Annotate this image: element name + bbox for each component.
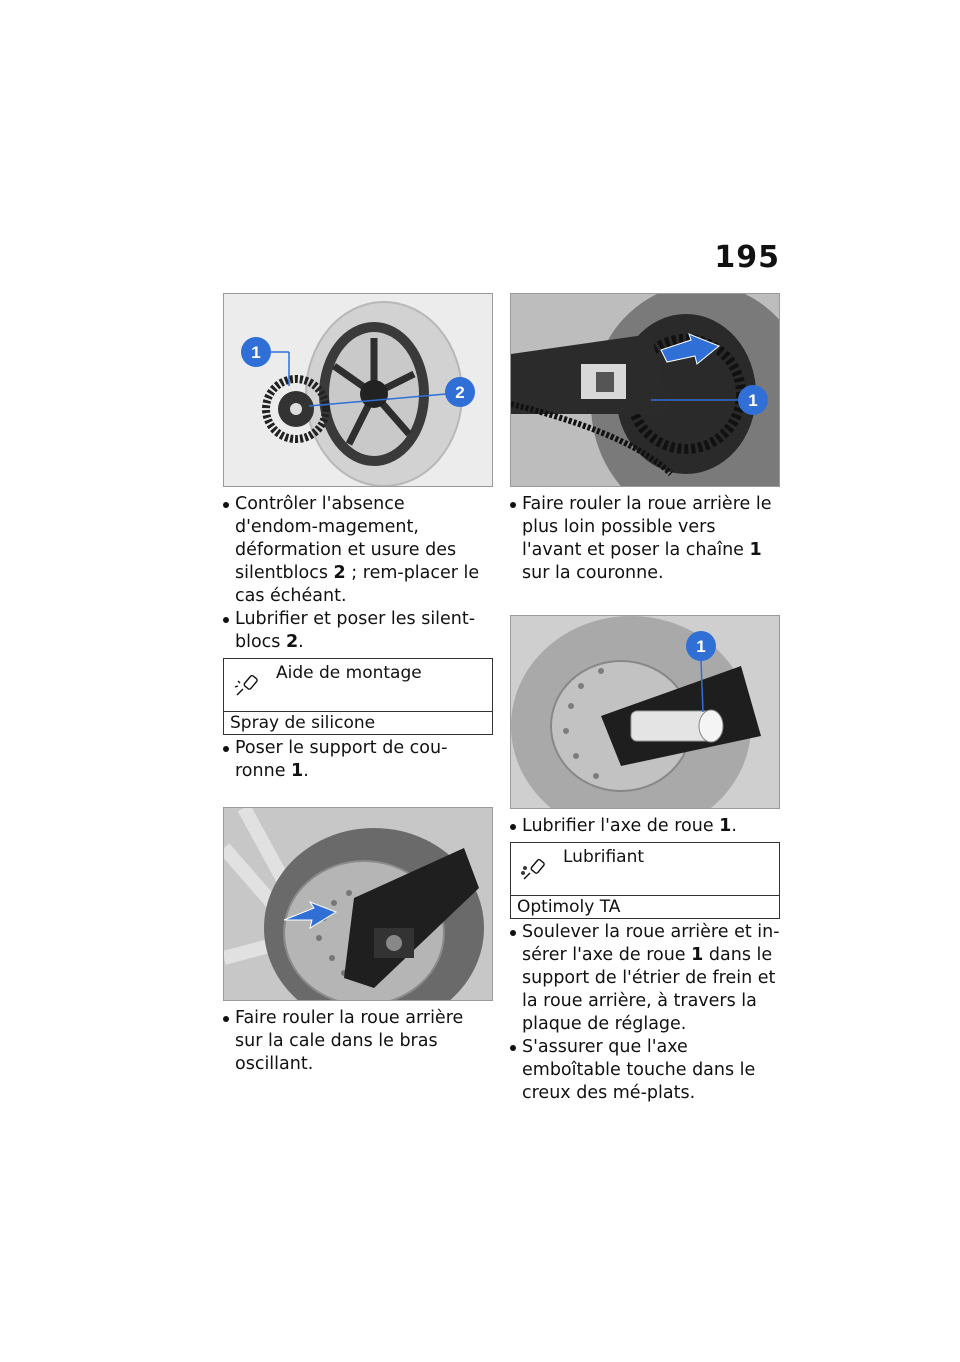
bullet [223, 502, 229, 508]
bullet [510, 930, 516, 936]
bullet [223, 746, 229, 752]
assembly-aid-icon [234, 671, 262, 699]
bullet [223, 617, 229, 623]
callout-1-label: 1 [696, 637, 706, 656]
steps-list-a [223, 493, 493, 654]
figure-wheel-swingarm [223, 807, 493, 1001]
bullet [510, 824, 516, 830]
note-title: Aide de montage [276, 663, 422, 683]
list-item: Faire rouler la roue arrière le plus loin possible vers l'avant et poser la chaîne 1 sur la couronne. [510, 493, 780, 585]
bullet [223, 1016, 229, 1022]
figure-wheel-sprocket-illustration [224, 294, 492, 486]
note-title: Lubrifiant [563, 847, 645, 867]
list-item: Faire rouler la roue arrière sur la cale dans le bras oscillant. [223, 1007, 493, 1076]
figure-wheel-axle [510, 615, 780, 809]
page-number: 195 [714, 240, 780, 275]
list-item: Poser le support de cou-ronne 1. [223, 737, 493, 783]
bullet [510, 1045, 516, 1051]
steps-list-a [510, 493, 780, 585]
right-column [510, 293, 780, 1105]
list-item: Soulever la roue arrière et in-sérer l'axe de roue 1 dans le support de l'étrier de frein et la roue arrière, à travers la plaque de réglage. [510, 921, 780, 1036]
figure-chain-sprocket-illustration [511, 294, 779, 486]
callout-1-label: 1 [251, 343, 261, 362]
steps-list-b [510, 815, 780, 838]
list-item: Lubrifier et poser les silent-blocs 2. [223, 608, 493, 654]
callout-1-label: 1 [748, 391, 758, 410]
list-item: S'assurer que l'axe emboîtable touche dans le creux des mé-plats. [510, 1036, 780, 1105]
assembly-aid-note [223, 658, 493, 735]
list-item: Lubrifier l'axe de roue 1. [510, 815, 780, 838]
figure-wheel-axle-illustration [511, 616, 779, 808]
steps-list-b [223, 737, 493, 783]
lubricant-note [510, 842, 780, 919]
note-body: Optimoly TA [517, 897, 621, 917]
list-item: Contrôler l'absence d'endom-magement, déformation et usure des silentblocs 2 ; rem-placer le cas échéant. [223, 493, 493, 608]
left-column [223, 293, 493, 1076]
callout-2-label: 2 [455, 383, 465, 402]
bullet [510, 502, 516, 508]
steps-list-c [223, 1007, 493, 1076]
lubricant-icon [521, 855, 549, 883]
note-body: Spray de silicone [230, 713, 376, 733]
figure-chain-sprocket [510, 293, 780, 487]
figure-wheel-sprocket [223, 293, 493, 487]
figure-wheel-swingarm-illustration [224, 808, 492, 1000]
steps-list-c [510, 921, 780, 1105]
